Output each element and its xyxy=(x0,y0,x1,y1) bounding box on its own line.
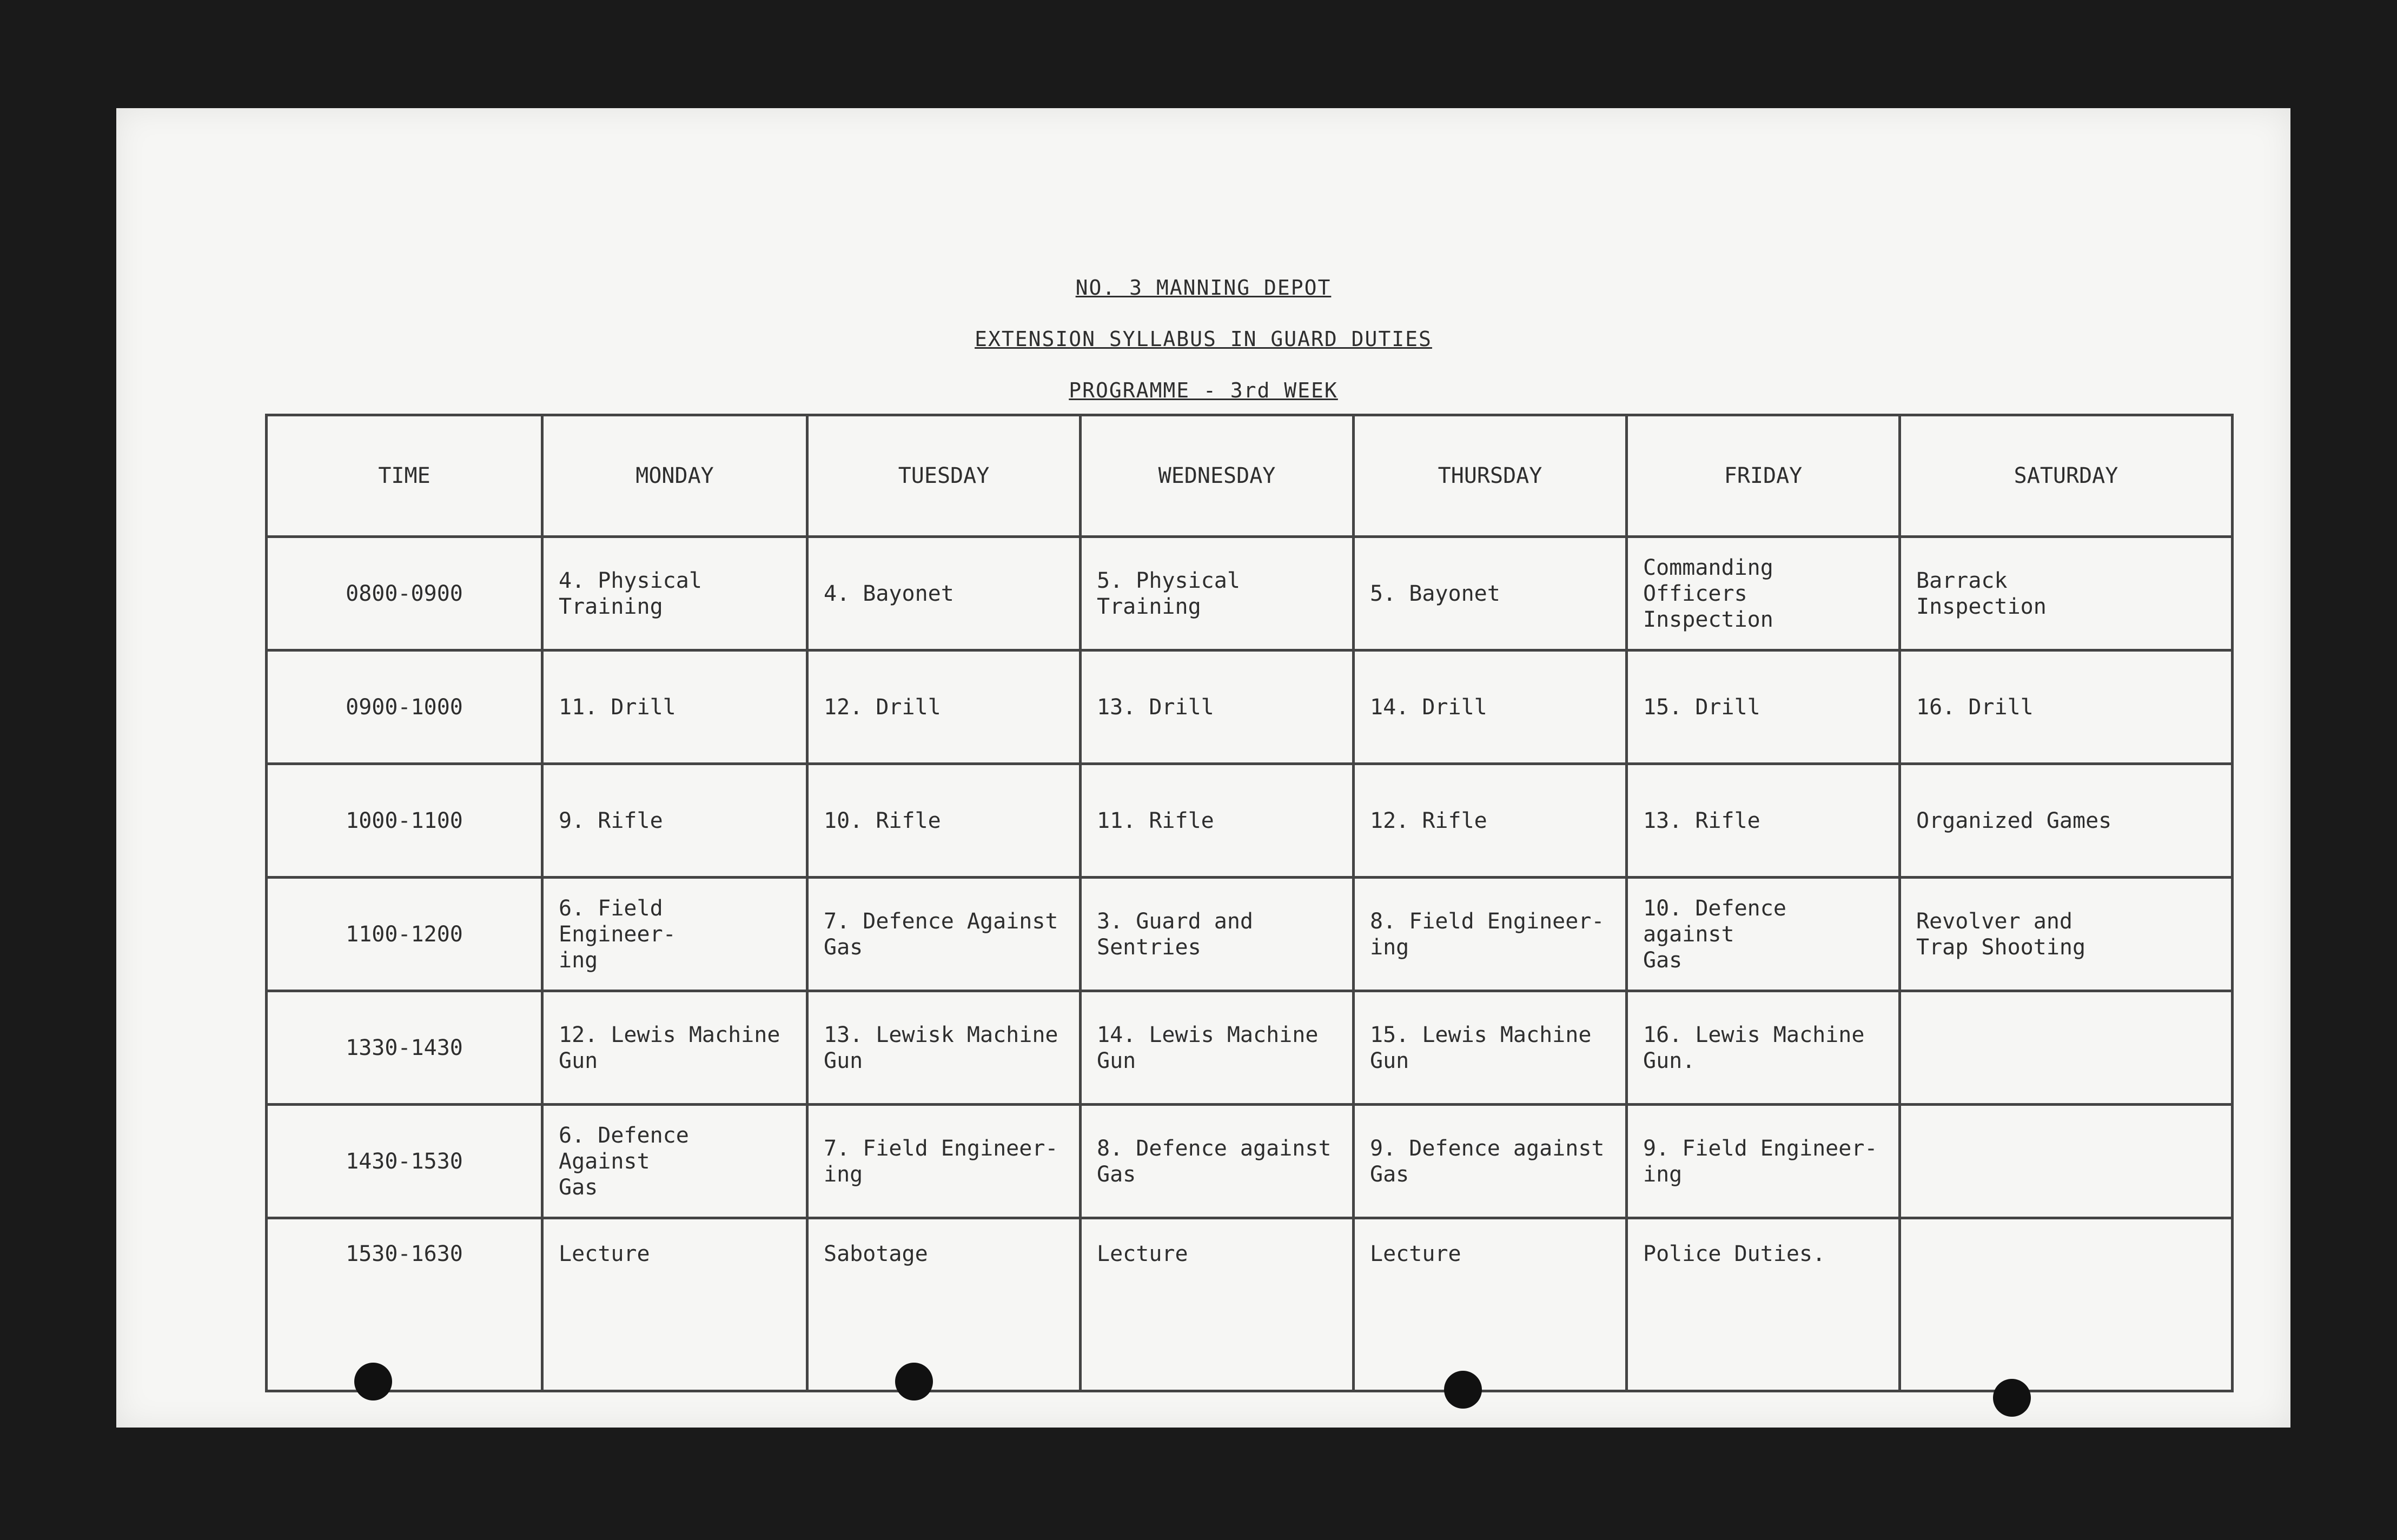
schedule-cell xyxy=(1900,1218,2233,1391)
table-row xyxy=(267,764,2233,878)
syllabus-title: EXTENSION SYLLABUS IN GUARD DUTIES xyxy=(975,327,1432,351)
table-row xyxy=(267,537,2233,650)
table-row xyxy=(267,1105,2233,1218)
schedule-cell: Police Duties. xyxy=(1627,1218,1900,1391)
column-header: TUESDAY xyxy=(807,415,1081,537)
schedule-cell: 9. Defence against Gas xyxy=(1354,1105,1627,1218)
schedule-cell: 5. Bayonet xyxy=(1354,537,1627,650)
schedule-cell: 12. Rifle xyxy=(1354,764,1627,878)
schedule-cell: 13. Drill xyxy=(1081,650,1354,764)
time-cell: 0800-0900 xyxy=(267,537,542,650)
depot-title: NO. 3 MANNING DEPOT xyxy=(1075,276,1332,300)
table-row xyxy=(267,1218,2233,1391)
schedule-cell xyxy=(1900,991,2233,1105)
schedule-cell: 10. Rifle xyxy=(807,764,1081,878)
schedule-cell: Lecture xyxy=(1354,1218,1627,1391)
schedule-cell: 15. Drill xyxy=(1627,650,1900,764)
schedule-cell: 4. Bayonet xyxy=(807,537,1081,650)
punch-hole xyxy=(354,1363,392,1400)
schedule-cell: Lecture xyxy=(542,1218,807,1391)
schedule-cell: Lecture xyxy=(1081,1218,1354,1391)
header-row xyxy=(267,415,2233,537)
column-header: THURSDAY xyxy=(1354,415,1627,537)
schedule-cell: 4. Physical Training xyxy=(542,537,807,650)
time-cell: 1430-1530 xyxy=(267,1105,542,1218)
schedule-cell: Commanding Officers Inspection xyxy=(1627,537,1900,650)
schedule-cell: Sabotage xyxy=(807,1218,1081,1391)
column-header: WEDNESDAY xyxy=(1081,415,1354,537)
time-cell: 1530-1630 xyxy=(267,1218,542,1391)
punch-hole xyxy=(895,1363,933,1400)
schedule-cell: 11. Drill xyxy=(542,650,807,764)
schedule-cell: 7. Defence Against Gas xyxy=(807,878,1081,991)
schedule-cell: 13. Rifle xyxy=(1627,764,1900,878)
schedule-cell: 5. Physical Training xyxy=(1081,537,1354,650)
schedule-cell: Organized Games xyxy=(1900,764,2233,878)
timetable xyxy=(265,414,2234,1392)
table-row xyxy=(267,878,2233,991)
punch-hole xyxy=(1993,1379,2031,1417)
schedule-cell: 8. Defence against Gas xyxy=(1081,1105,1354,1218)
schedule-cell: 15. Lewis Machine Gun xyxy=(1354,991,1627,1105)
column-header: SATURDAY xyxy=(1900,415,2233,537)
schedule-cell: 12. Lewis Machine Gun xyxy=(542,991,807,1105)
column-header: MONDAY xyxy=(542,415,807,537)
document-page xyxy=(116,108,2290,1428)
schedule-cell: 10. Defence against Gas xyxy=(1627,878,1900,991)
programme-title: PROGRAMME - 3rd WEEK xyxy=(1069,379,1338,402)
schedule-cell: 6. Field Engineer- ing xyxy=(542,878,807,991)
schedule-cell: 16. Lewis Machine Gun. xyxy=(1627,991,1900,1105)
time-cell: 1330-1430 xyxy=(267,991,542,1105)
column-header: FRIDAY xyxy=(1627,415,1900,537)
schedule-cell: 11. Rifle xyxy=(1081,764,1354,878)
column-header: TIME xyxy=(267,415,542,537)
schedule-cell: 14. Drill xyxy=(1354,650,1627,764)
table-row xyxy=(267,650,2233,764)
schedule-cell: 9. Rifle xyxy=(542,764,807,878)
schedule-cell: 8. Field Engineer- ing xyxy=(1354,878,1627,991)
schedule-cell: Barrack Inspection xyxy=(1900,537,2233,650)
schedule-cell xyxy=(1900,1105,2233,1218)
time-cell: 1100-1200 xyxy=(267,878,542,991)
schedule-cell: 7. Field Engineer- ing xyxy=(807,1105,1081,1218)
time-cell: 1000-1100 xyxy=(267,764,542,878)
schedule-cell: 3. Guard and Sentries xyxy=(1081,878,1354,991)
schedule-cell: Revolver and Trap Shooting xyxy=(1900,878,2233,991)
schedule-cell: 13. Lewisk Machine Gun xyxy=(807,991,1081,1105)
schedule-cell: 14. Lewis Machine Gun xyxy=(1081,991,1354,1105)
schedule-cell: 6. Defence Against Gas xyxy=(542,1105,807,1218)
schedule-cell: 12. Drill xyxy=(807,650,1081,764)
schedule-cell: 9. Field Engineer- ing xyxy=(1627,1105,1900,1218)
schedule-cell: 16. Drill xyxy=(1900,650,2233,764)
time-cell: 0900-1000 xyxy=(267,650,542,764)
table-row xyxy=(267,991,2233,1105)
punch-hole xyxy=(1444,1371,1482,1409)
